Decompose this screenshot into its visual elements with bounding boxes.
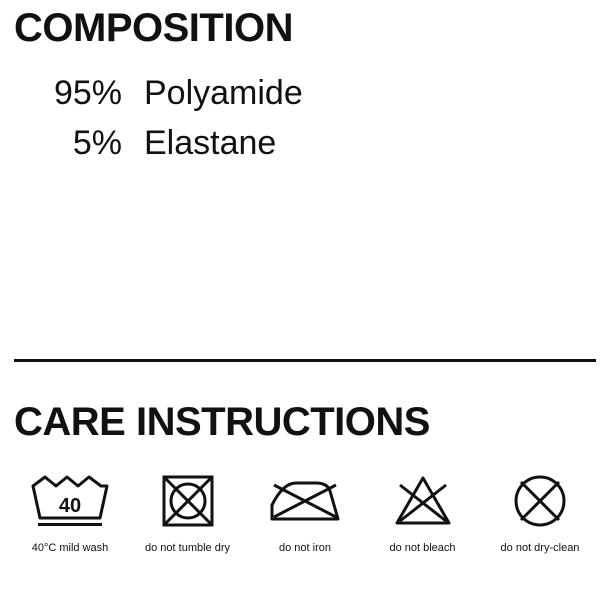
section-divider bbox=[14, 359, 596, 362]
composition-list bbox=[14, 72, 596, 165]
no-iron-icon bbox=[268, 470, 342, 532]
svg-text:40: 40 bbox=[58, 495, 82, 517]
composition-percent: 95% bbox=[53, 74, 122, 112]
care-symbol-row bbox=[14, 470, 596, 555]
care-symbol-dry-clean bbox=[484, 470, 596, 555]
list-item bbox=[14, 72, 596, 116]
list-item bbox=[14, 122, 596, 166]
composition-percent: 5% bbox=[72, 123, 122, 162]
care-symbol-wash bbox=[14, 470, 126, 555]
composition-title: COMPOSITION bbox=[14, 6, 293, 50]
composition-material: Elastane bbox=[144, 123, 277, 162]
composition-material: Polyamide bbox=[144, 74, 303, 112]
care-symbol-tumble-dry bbox=[132, 470, 244, 555]
care-symbol-caption: do not bleach bbox=[389, 542, 456, 554]
no-bleach-icon bbox=[393, 470, 453, 532]
care-symbol-caption: do not iron bbox=[279, 542, 331, 554]
care-symbol-iron bbox=[249, 470, 361, 555]
care-instructions-title: CARE INSTRUCTIONS bbox=[14, 400, 430, 444]
no-tumble-dry-icon bbox=[159, 470, 217, 532]
no-dry-clean-icon bbox=[511, 470, 569, 532]
care-symbol-caption: do not dry-clean bbox=[500, 542, 580, 554]
wash-tub-40-icon bbox=[29, 470, 111, 532]
care-instructions-section bbox=[14, 400, 596, 555]
composition-section bbox=[14, 0, 596, 165]
care-symbol-caption: do not tumble dry bbox=[145, 542, 230, 554]
care-symbol-bleach bbox=[367, 470, 479, 555]
care-symbol-caption: 40°C mild wash bbox=[31, 542, 109, 554]
